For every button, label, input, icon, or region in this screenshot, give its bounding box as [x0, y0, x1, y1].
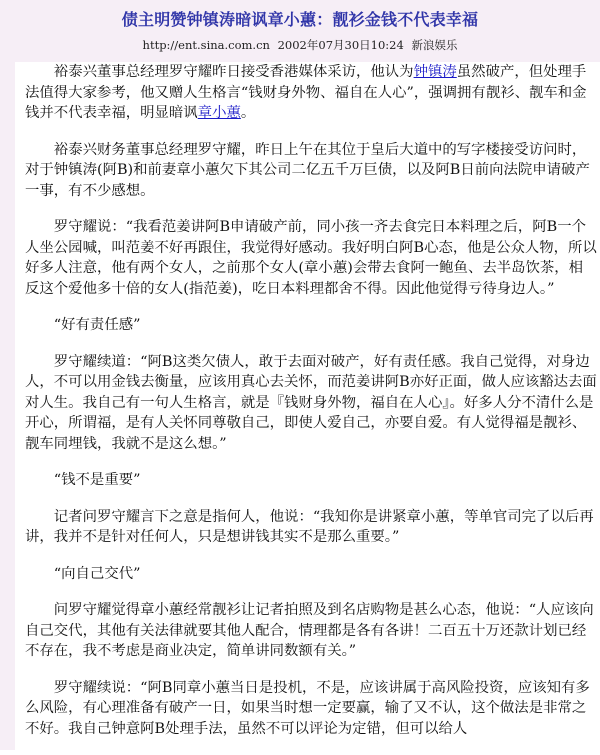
- paragraph-text: “钱不是重要”: [53, 472, 141, 488]
- paragraph-text: 罗守耀说：“我看范姜讲阿B申请破产前，同小孩一齐去食完日本料理之后，阿B一个人坐公园喊，叫范姜不好再跟住，我觉得好感动。我好明白阿B心态，他是公众人物，所以好多人注意，他有两个女人，之前那个女人(章小蕙)会带去食阿一鲍鱼、去半岛饮茶，相反这个爱他多十倍的女人(指范姜)，吃日本料理都舍不得。因此他觉得亏待身边人。”: [25, 219, 597, 297]
- section-subhead: [25, 315, 597, 336]
- article-paragraph: [25, 600, 597, 662]
- article-headline: 债主明赞钟镇涛暗讽章小蕙：靓衫金钱不代表幸福: [121, 10, 479, 29]
- section-subhead: [25, 564, 597, 585]
- paragraph-text: 裕泰兴董事总经理罗守耀昨日接受香港媒体采访，他认为: [53, 64, 414, 80]
- article-paragraph: [25, 62, 597, 124]
- article-paragraph: [25, 352, 597, 455]
- person-link[interactable]: 钟镇涛: [413, 64, 457, 80]
- paragraph-text: “好有责任感”: [53, 317, 141, 333]
- article-date: 2002年07月30日10:24: [277, 38, 404, 52]
- source-url: http://ent.sina.com.cn: [142, 38, 270, 52]
- person-link[interactable]: 章小蕙: [197, 105, 241, 121]
- section-subhead: [25, 470, 597, 491]
- left-margin-strip: [0, 0, 15, 750]
- paragraph-text: 。: [240, 105, 256, 121]
- article-source-line: [0, 37, 600, 53]
- paragraph-text: 问罗守耀觉得章小蕙经常靓衫让记者拍照及到名店购物是甚么心态，他说：“人应该向自己交代，其他有关法律就要其他人配合，情理都是各有各讲！二百五十万还款计划已经不存在，我不考虑是商业决定，简单讲同数额有关。”: [25, 602, 594, 659]
- paragraph-text: 虽然破产，但处理手法值得大家参考，他又赠人生格言“钱财身外物、福自在人心”，强调拥有靓衫、靓车和金钱并不代表幸福，明显暗讽: [25, 64, 587, 121]
- article-paragraph: [25, 217, 597, 299]
- article-body: [25, 62, 597, 755]
- paragraph-text: 裕泰兴财务董事总经理罗守耀，昨日上午在其位于皇后大道中的写字楼接受访问时，对于钟镇涛(阿B)和前妻章小蕙欠下其公司二亿五千万巨债，以及阿B日前向法院申请破产一事，有不少感想。: [25, 141, 590, 199]
- source-name: 新浪娱乐: [411, 38, 458, 52]
- paragraph-text: 罗守耀续说：“阿B同章小蕙当日是投机，不是，应该讲属于高风险投资，应该知有多么风险，有心理准备有破产一日，如果当时想一定要赢，输了又不认，这个做法是非常之不好。我自己钟意阿B处理手法，虽然不可以评论为定错，但可以给人: [25, 679, 590, 737]
- paragraph-text: 记者问罗守耀言下之意是指何人，他说：“我知你是讲紧章小蕙，等单官司完了以后再讲，我并不是针对任何人，只是想讲钱其实不是那么重要。”: [25, 508, 594, 545]
- article-paragraph: [25, 140, 597, 202]
- article-paragraph: [25, 678, 597, 740]
- paragraph-text: 罗守耀续道：“阿B这类欠债人，敢于去面对破产，好有责任感。我自己觉得，对身边人，不可以用金钱去衡量，应该用真心去关怀，而范姜讲阿B亦好正面，做人应该豁达去面对人生。我自己有一句人生格言，就是『钱财身外物，福自在人心』。好多人分不清什么是开心，所谓福，是有人关怀同尊敬自己，即使人爱自己，亦要自爱。有人觉得福是靓衫、靓车同埋钱，我就不是这么想。”: [25, 353, 597, 452]
- article-paragraph: [25, 507, 597, 548]
- paragraph-text: “向自己交代”: [53, 565, 141, 582]
